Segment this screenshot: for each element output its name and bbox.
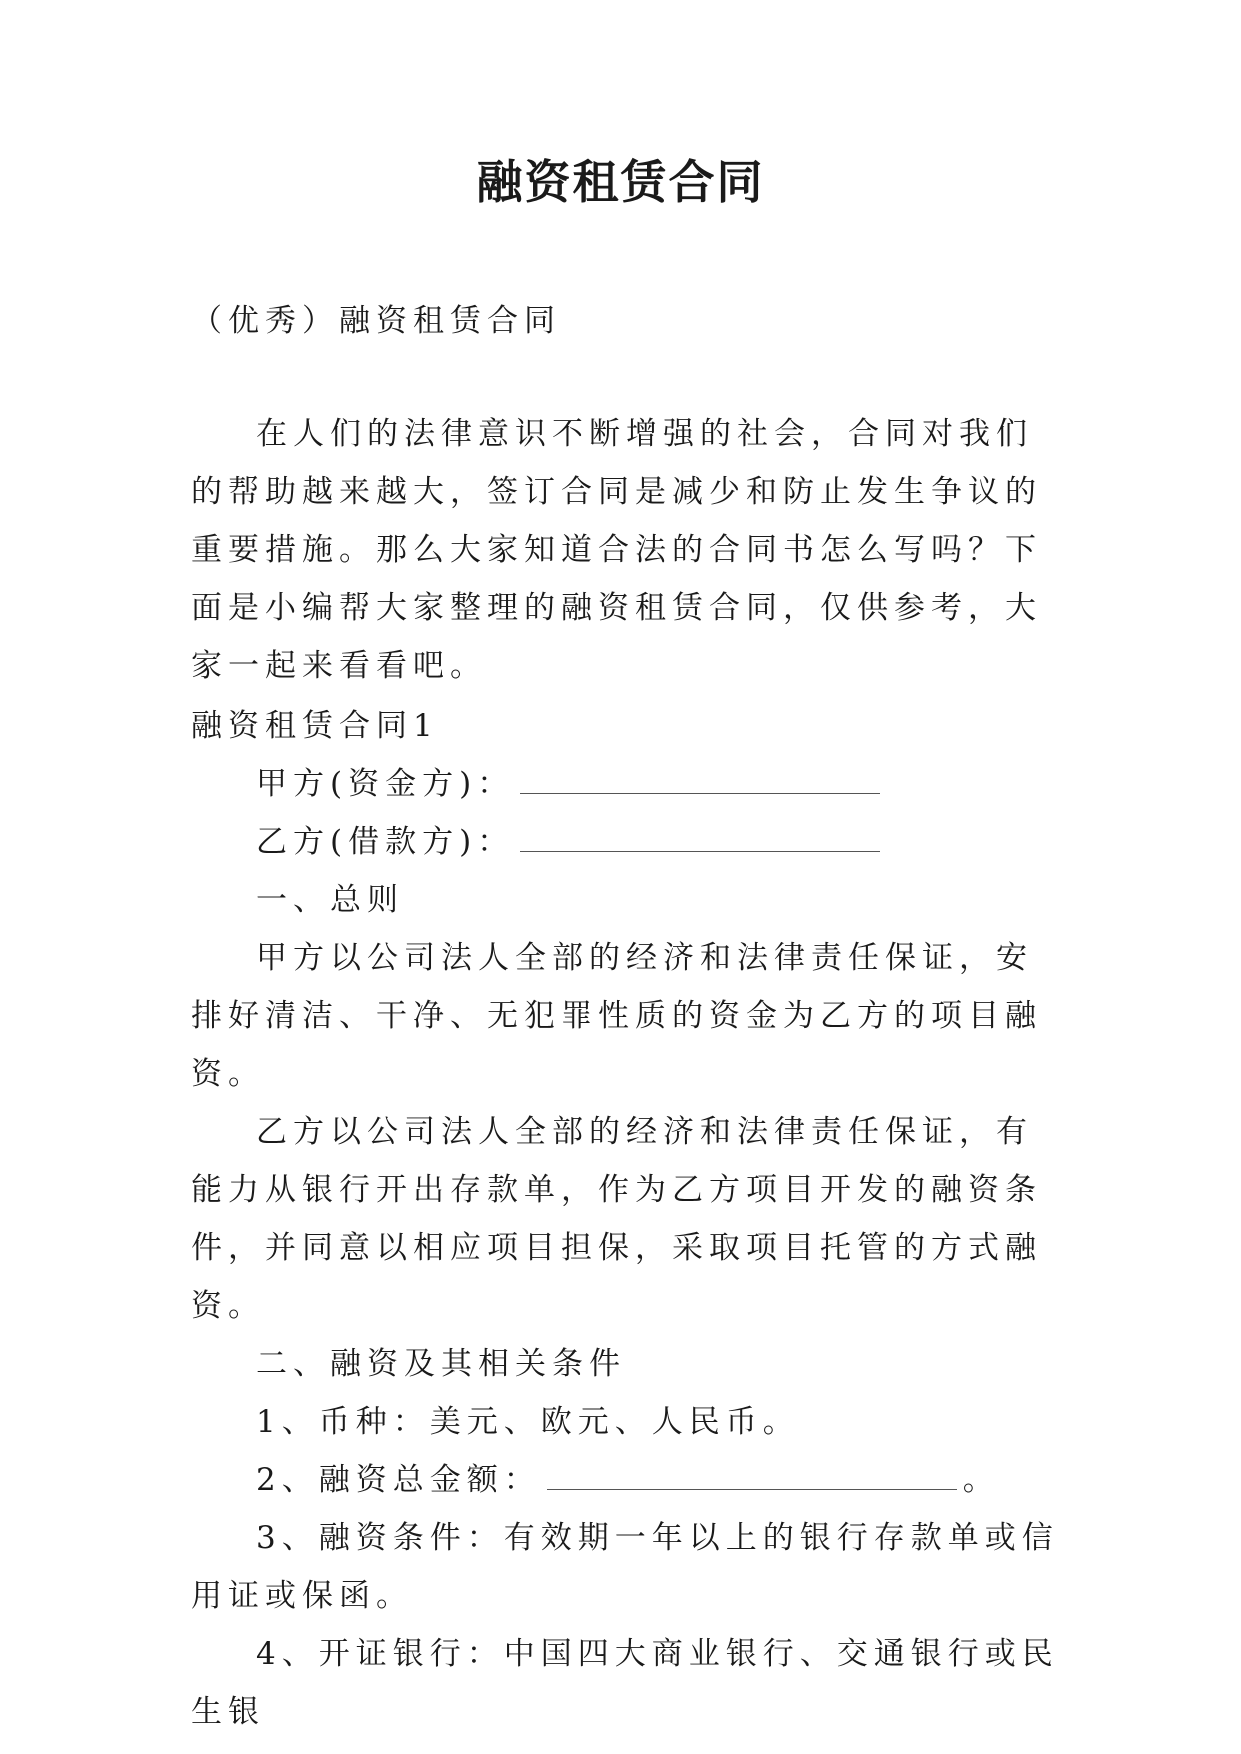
party-b-line: [191, 813, 1061, 871]
item-4: 4、开证银行：中国四大商业银行、交通银行或民生银: [191, 1636, 1059, 1730]
party-b-label: 乙方(借款方)：: [256, 824, 515, 860]
item-3: 3、融资条件：有效期一年以上的银行存款单或信用证或保函。: [191, 1520, 1059, 1614]
party-a-label: 甲方(资金方)：: [256, 766, 515, 802]
item-1: 1、币种：美元、欧元、人民币。: [256, 1404, 800, 1440]
section-2-heading: 二、融资及其相关条件: [256, 1346, 626, 1382]
item-2-suffix: 。: [962, 1462, 1000, 1498]
party-a-line: [191, 755, 1061, 813]
document-title: 融资租赁合同: [476, 155, 765, 209]
section-1-heading: 一、总则: [256, 882, 404, 918]
item-2-label: 2、融资总金额：: [256, 1462, 541, 1498]
party-a-blank: [520, 759, 880, 794]
contract-heading: 融资租赁合同1: [191, 708, 439, 744]
party-b-paragraph: 乙方以公司法人全部的经济和法律责任保证，有能力从银行开出存款单，作为乙方项目开发的融资条件，并同意以相应项目担保，采取项目托管的方式融资。: [191, 1114, 1042, 1324]
total-amount-blank: [547, 1455, 957, 1490]
party-a-paragraph: 甲方以公司法人全部的经济和法律责任保证，安排好清洁、干净、无犯罪性质的资金为乙方的项目融资。: [191, 940, 1042, 1092]
document-subtitle: （优秀）融资租赁合同: [191, 303, 561, 339]
intro-paragraph: 在人们的法律意识不断增强的社会，合同对我们的帮助越来越大，签订合同是减少和防止发生争议的重要措施。那么大家知道合法的合同书怎么写吗？下面是小编帮大家整理的融资租赁合同，仅供参考，大家一起来看看吧。: [191, 416, 1042, 684]
contract-body: [191, 755, 1061, 1741]
item-2-line: [191, 1451, 1061, 1509]
party-b-blank: [520, 817, 880, 852]
